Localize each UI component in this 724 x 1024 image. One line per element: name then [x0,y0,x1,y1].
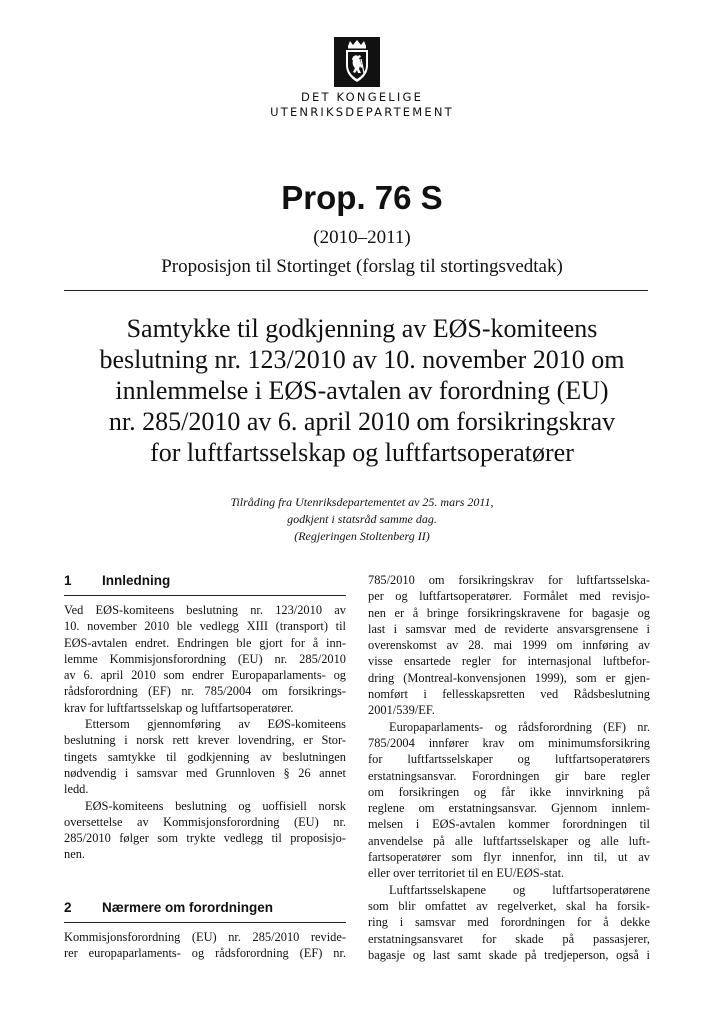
text-line: overenskomst av 28. mai 1999 om innføring av [368,638,650,653]
text-line: rer europaparlaments- og rådsforordning (EF) nr. [64,946,346,961]
text-line: bagasje og last samt skade på tredjeperson, også i [368,947,650,962]
main-title-line: nr. 285/2010 av 6. april 2010 om forsikringskrav [108,407,616,436]
main-title-line: for luftfartsselskap og luftfartsoperatører [150,438,574,467]
text-line: 10. november 2010 ble vedlegg XIII (transport) til [64,619,346,634]
text-line: nen er å bringe forsikringskravene for bagasje og [368,605,650,620]
text-line: 785/2004 innfører krav om minimumsforsikring [368,735,650,750]
text-line: krav for luftfartsselskap og luftfartsoperatører. [64,700,294,715]
section-title: Nærmere om forordningen [102,899,274,915]
recommendation-line: (Regjeringen Stoltenberg II) [294,529,430,543]
text-line: beslutning i norsk rett krever lovendring, er Stor- [64,733,346,748]
text-line: Europaparlaments- og rådsforordning (EF) nr. [389,719,650,734]
text-line: nen. [64,847,85,862]
text-line: reglene om erstatningsansvar. Gjennom innlem- [368,801,650,816]
main-title [62,313,662,468]
text-line: ring i samsvar med forordningen for å dekke [368,915,650,930]
recommendation-line: godkjent i statsråd samme dag. [287,512,437,526]
proposition-title: Prop. 76 S [281,179,443,216]
section-heading-1 [64,572,346,596]
text-line: melsen i EØS-avtalen kommer forordningen til [368,817,650,832]
text-line: visse ensartede regler for internasjonal luftbefor- [368,654,650,669]
text-line: fartsoperatører som flyr innenfor, inn til, ut av [368,850,650,865]
coat-of-arms-icon [334,37,380,87]
text-line: eller over territoriet til en EU/EØS-stat. [368,866,565,881]
text-line: lemme Kommisjonsforordning (EU) nr. 285/2010 [64,651,346,666]
text-line: oversettelse av Kommisjonsforordning (EU) nr. [64,814,346,829]
text-line: dring (Montreal-konvensjonen 1999), som er gjen- [368,670,650,685]
text-line: last i samsvar med de reviderte ansvarsgrensene i [368,621,650,636]
text-line: EØS-avtalen endret. Endringen ble gjort for å inn- [64,635,346,650]
text-line: 785/2010 om forsikringskrav for luftfartsselska- [368,573,650,587]
department-name-line2: UTENRIKSDEPARTEMENT [270,105,454,119]
text-line: erstatningsansvar. Forordningen gir bare regler [368,768,650,783]
main-title-line: Samtykke til godkjenning av EØS-komiteens [126,314,598,343]
section-number: 1 [64,573,72,588]
text-line: Ettersom gjennomføring av EØS-komiteens [85,717,346,732]
text-line: tingets samtykke til godkjenning av beslutningen [64,749,346,764]
text-line: rådsforordning (EF) nr. 785/2004 om forsikrings- [64,684,346,699]
text-line: Kommisjonsforordning (EU) nr. 285/2010 revide- [64,929,346,944]
text-line: nomført i fellesskapsretten ved Rådsbeslutning [368,687,650,702]
section-heading-2 [64,899,346,923]
text-line: anvendelse på alle luftfartsselskaper og alle luft- [368,833,650,848]
text-line: Ved EØS-komiteens beslutning nr. 123/2010 av [64,603,346,617]
text-line: EØS-komiteens beslutning og uoffisiell norsk [85,798,346,813]
text-line: for luftfartsselskaper og luftfartsoperatørers [368,752,650,767]
header-divider [64,290,648,291]
text-line: nødvendig i samsvar med Grunnloven § 26 annet [64,765,346,780]
proposition-session: (2010–2011) [313,227,411,248]
section-number: 2 [64,899,72,915]
section-body-2 [64,929,346,962]
recommendation-note [0,494,724,545]
main-title-line: beslutning nr. 123/2010 av 10. november 2010 om [99,345,625,374]
left-column [64,572,346,961]
text-line: 285/2010 følger som trykte vedlegg til proposisjo- [64,831,346,846]
text-line: erstatningsansvaret for skade på passasjerer, [368,931,650,946]
text-line: om forsikringen og får ikke innvirkning på [368,784,650,799]
section-title: Innledning [102,573,171,588]
text-line: 2001/539/EF. [368,703,435,718]
right-column [368,572,650,963]
main-title-line: innlemmelse i EØS-avtalen av forordning (EU) [115,376,609,405]
section-body-1 [64,602,346,863]
text-line: ledd. [64,782,89,797]
text-line: per og luftfartsoperatører. Formålet med revisjo- [368,589,650,604]
text-line: som blir omfattet av regelverket, skal ha forsik- [368,898,650,913]
recommendation-line: Tilråding fra Utenriksdepartementet av 25. mars 2011, [230,495,494,509]
text-line: Luftfartsselskapene og luftfartsoperatørene [389,882,650,897]
department-name-line1: DET KONGELIGE [300,90,424,104]
proposition-kind: Proposisjon til Stortinget (forslag til stortingsvedtak) [161,256,563,277]
text-line: av 6. april 2010 som endrer Europaparlaments- og [64,668,346,683]
